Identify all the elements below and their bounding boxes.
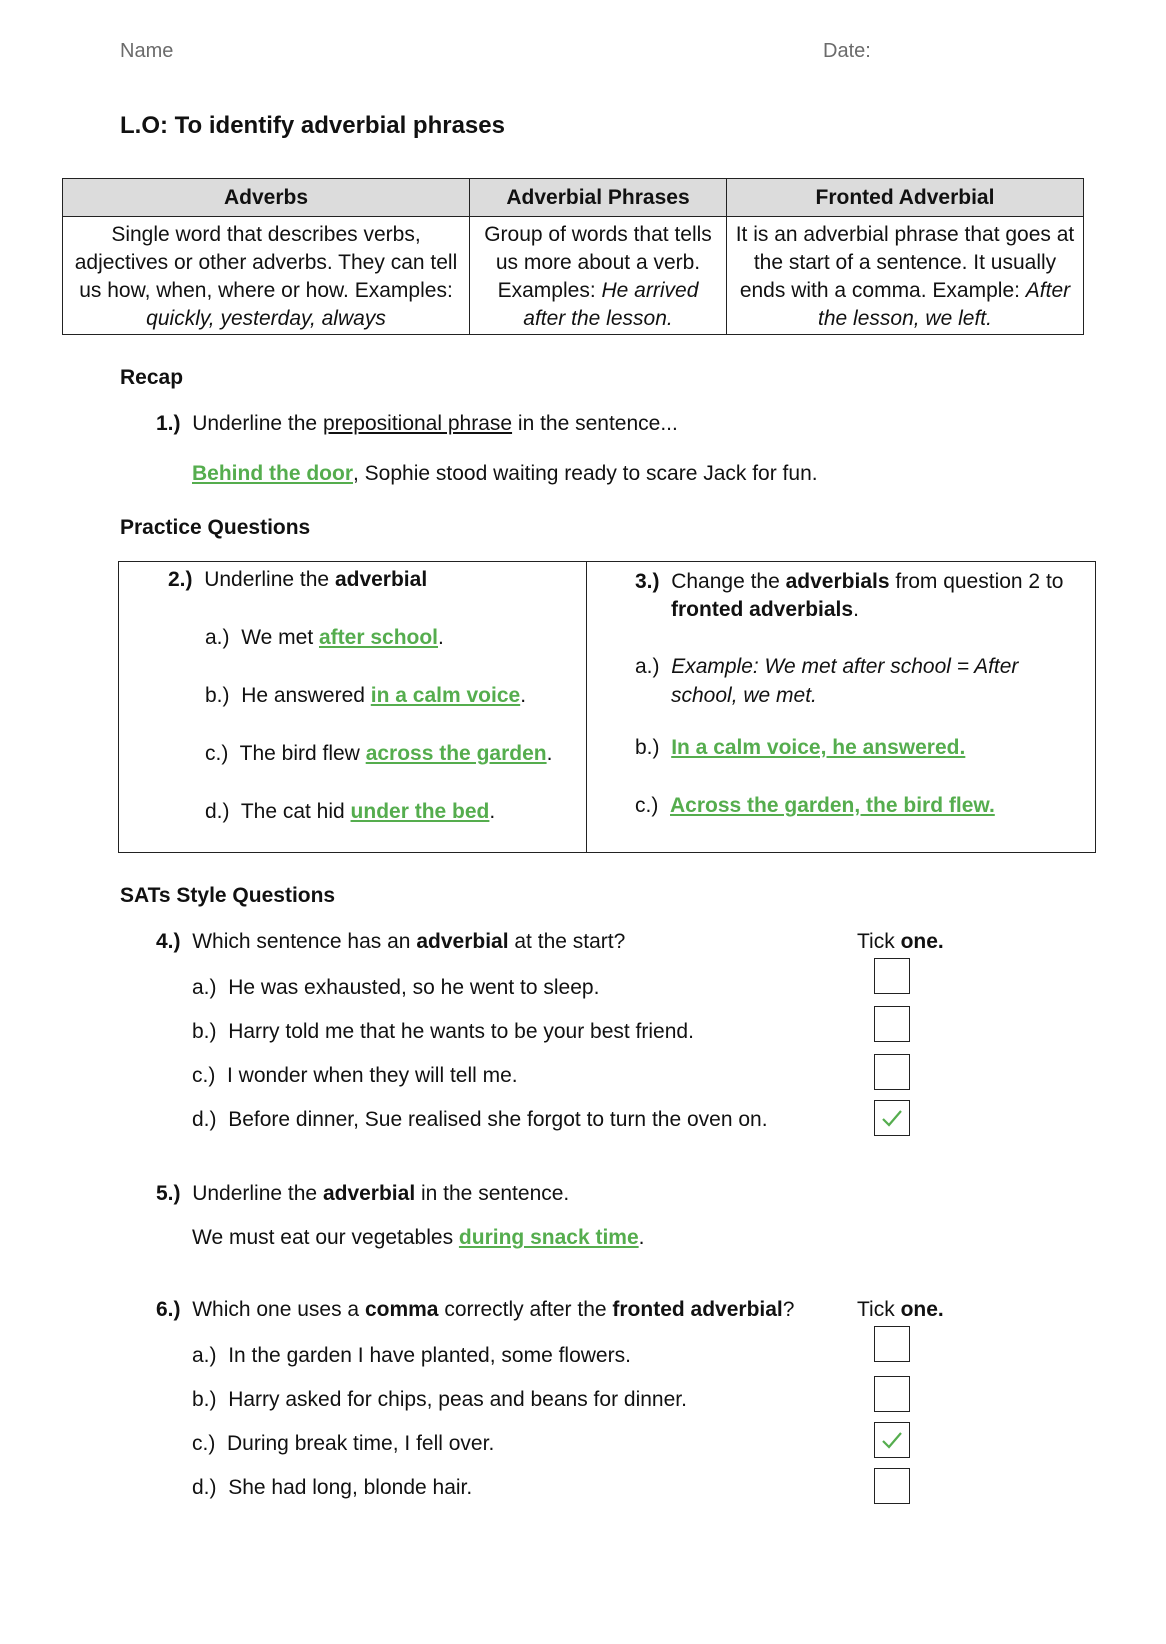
q4-tickbox-b[interactable] xyxy=(874,1006,910,1042)
q6-option-b: b.) Harry asked for chips, peas and beans for dinner. xyxy=(192,1388,687,1411)
q4-option-b: b.) Harry told me that he wants to be your best friend. xyxy=(192,1020,694,1043)
question-1: 1.) Underline the prepositional phrase in the sentence... xyxy=(156,412,678,435)
question-5: 5.) Underline the adverbial in the sentence. xyxy=(156,1182,570,1205)
q2-item-a: a.) We met after school. xyxy=(205,626,444,649)
question-2: 2.) Underline the adverbial xyxy=(168,568,428,591)
check-icon xyxy=(880,1106,904,1130)
date-label: Date: xyxy=(823,40,871,62)
q2-item-c: c.) The bird flew across the garden. xyxy=(205,742,553,765)
question-1-sentence: Behind the door, Sophie stood waiting ready to scare Jack for fun. xyxy=(192,462,818,485)
q4-option-a: a.) He was exhausted, so he went to sleep. xyxy=(192,976,600,999)
q4-option-c: c.) I wonder when they will tell me. xyxy=(192,1064,518,1087)
sats-heading: SATs Style Questions xyxy=(120,884,336,907)
question-3: 3.) Change the adverbials from question 2 to fronted adverbials. xyxy=(635,570,1064,621)
answer-1: Behind the door xyxy=(192,462,353,485)
q3-answer-c: c.) Across the garden, the bird flew. xyxy=(635,794,995,817)
q6-option-d: d.) She had long, blonde hair. xyxy=(192,1476,473,1499)
practice-divider xyxy=(586,562,587,852)
check-icon xyxy=(880,1428,904,1452)
q6-tickbox-b[interactable] xyxy=(874,1376,910,1412)
question-5-sentence: We must eat our vegetables during snack time. xyxy=(192,1226,645,1249)
page-title: L.O: To identify adverbial phrases xyxy=(120,112,505,139)
q6-option-c: c.) During break time, I fell over. xyxy=(192,1432,495,1455)
name-label: Name xyxy=(120,40,174,62)
q4-tick-label: Tick one. xyxy=(857,930,944,953)
adverbs-definition: Single word that describes verbs, adjectives or other adverbs. They can tell us how, when, where or how. Examples: quickly, yesterday, always xyxy=(63,217,470,335)
practice-heading: Practice Questions xyxy=(120,516,311,539)
q6-tick-label: Tick one. xyxy=(857,1298,944,1321)
q6-tickbox-d[interactable] xyxy=(874,1468,910,1504)
q3-example: a.) Example: We met after school = After school, we met. xyxy=(635,655,1019,707)
q2-item-b: b.) He answered in a calm voice. xyxy=(205,684,527,707)
practice-box xyxy=(118,561,1096,853)
question-4: 4.) Which sentence has an adverbial at the start? xyxy=(156,930,626,953)
q6-tickbox-a[interactable] xyxy=(874,1326,910,1362)
question-6: 6.) Which one uses a comma correctly after the fronted adverbial? xyxy=(156,1298,795,1321)
header-fronted-adverbial: Fronted Adverbial xyxy=(727,179,1084,217)
q2-item-d: d.) The cat hid under the bed. xyxy=(205,800,496,823)
phrases-definition: Group of words that tells us more about a verb. Examples: He arrived after the lesson. xyxy=(470,217,727,335)
definitions-table xyxy=(62,178,1084,335)
fronted-definition: It is an adverbial phrase that goes at the start of a sentence. It usually ends with a comma. Example: After the lesson, we left. xyxy=(727,217,1084,335)
answer-5: during snack time xyxy=(458,1226,639,1249)
q4-option-d: d.) Before dinner, Sue realised she forgot to turn the oven on. xyxy=(192,1108,768,1131)
q6-tickbox-c[interactable] xyxy=(874,1422,910,1458)
q4-tickbox-c[interactable] xyxy=(874,1054,910,1090)
q4-tickbox-d[interactable] xyxy=(874,1100,910,1136)
q4-tickbox-a[interactable] xyxy=(874,958,910,994)
header-adverbial-phrases: Adverbial Phrases xyxy=(470,179,727,217)
recap-heading: Recap xyxy=(120,366,184,389)
header-adverbs: Adverbs xyxy=(63,179,470,217)
q6-option-a: a.) In the garden I have planted, some flowers. xyxy=(192,1344,631,1367)
q3-answer-b: b.) In a calm voice, he answered. xyxy=(635,736,966,759)
